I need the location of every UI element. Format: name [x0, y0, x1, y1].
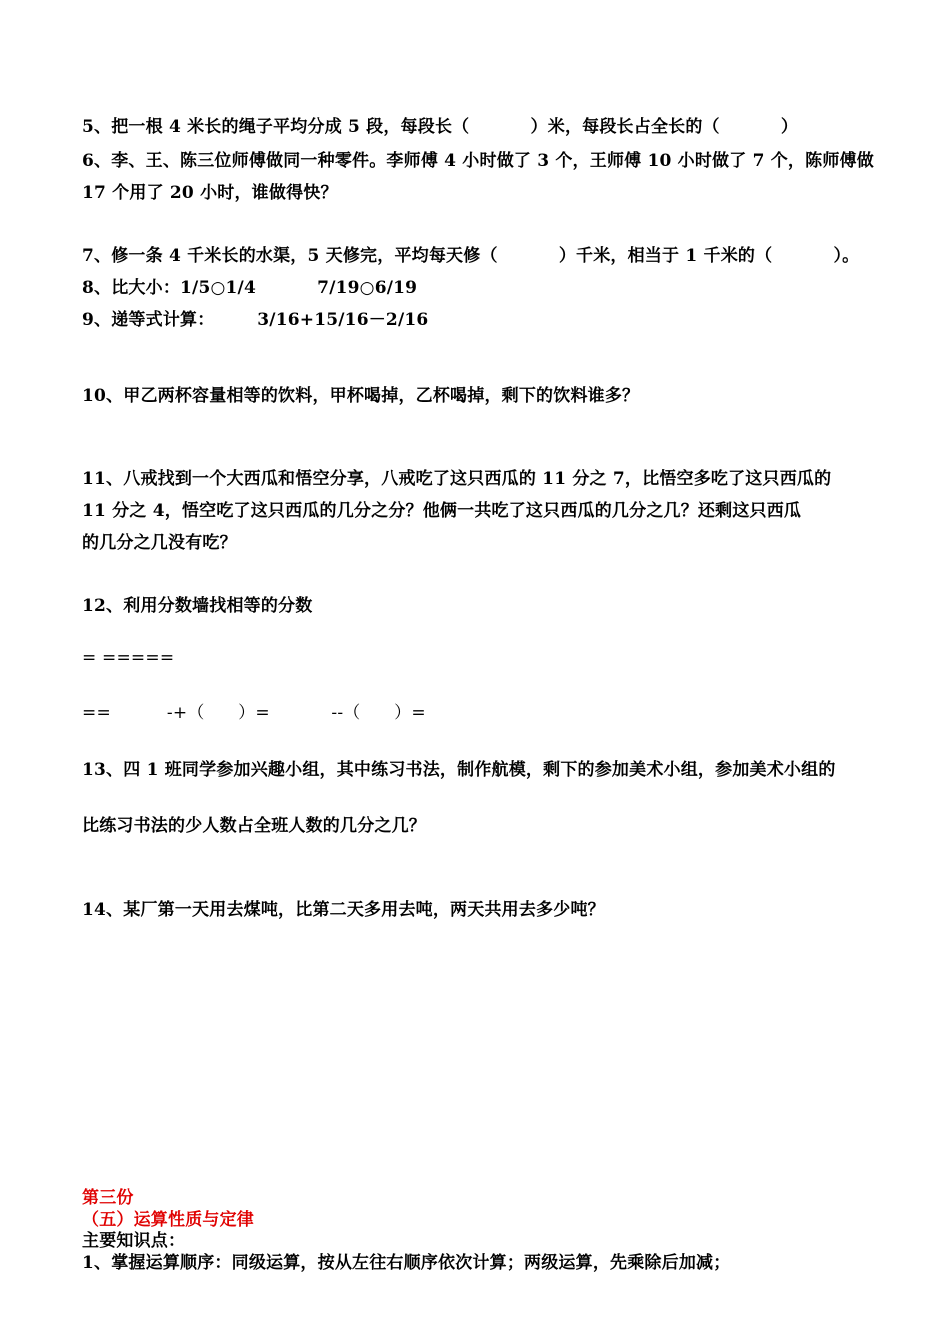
question-10: 10、甲乙两杯容量相等的饮料，甲杯喝掉，乙杯喝掉，剩下的饮料谁多？ [82, 386, 640, 406]
question-13-line-2: 比练习书法的少人数占全班人数的几分之几？ [82, 816, 426, 836]
question-12: 12、利用分数墙找相等的分数 [82, 596, 313, 616]
question-6-line-1: 6、李、王、陈三位师傅做同一种零件。李师傅 4 小时做了 3 个，王师傅 10 小时做了 7 个，陈师傅做 [82, 151, 874, 171]
question-6-line-2: 17 个用了 20 小时，谁做得快？ [82, 183, 338, 203]
question-9: 9、递等式计算： 3/16+15/16－2/16 [82, 310, 429, 330]
section-subtitle: （五）运算性质与定律 [82, 1210, 254, 1230]
question-5: 5、把一根 4 米长的绳子平均分成 5 段，每段长（ ）米，每段长占全长的（ ） [82, 117, 799, 137]
question-11-line-3: 的几分之几没有吃？ [82, 533, 237, 553]
question-12-equation-1: = ===== [82, 648, 175, 668]
question-11-line-2: 11 分之 4，悟空吃了这只西瓜的几分之分？他俩一共吃了这只西瓜的几分之几？还剩这只西瓜 [82, 501, 802, 521]
question-11-line-1: 11、八戒找到一个大西瓜和悟空分享，八戒吃了这只西瓜的 11 分之 7，比悟空多吃了这只西瓜的 [82, 469, 832, 489]
question-13-line-1: 13、四 1 班同学参加兴趣小组，其中练习书法，制作航模，剩下的参加美术小组，参加美术小组的 [82, 760, 836, 780]
knowledge-label: 主要知识点： [82, 1231, 186, 1251]
knowledge-point-1: 1、掌握运算顺序：同级运算，按从左往右顺序依次计算；两级运算，先乘除后加减； [82, 1253, 731, 1273]
question-14: 14、某厂第一天用去煤吨，比第二天多用去吨，两天共用去多少吨？ [82, 900, 605, 920]
question-8: 8、比大小：1/5○1/4 7/19○6/19 [82, 278, 418, 298]
question-12-equation-2: == -+（ ）= --（ ）= [82, 703, 426, 723]
section-title: 第三份 [82, 1188, 134, 1208]
question-7: 7、修一条 4 千米长的水渠，5 天修完，平均每天修（ ）千米，相当于 1 千米的（ ）。 [82, 246, 860, 266]
